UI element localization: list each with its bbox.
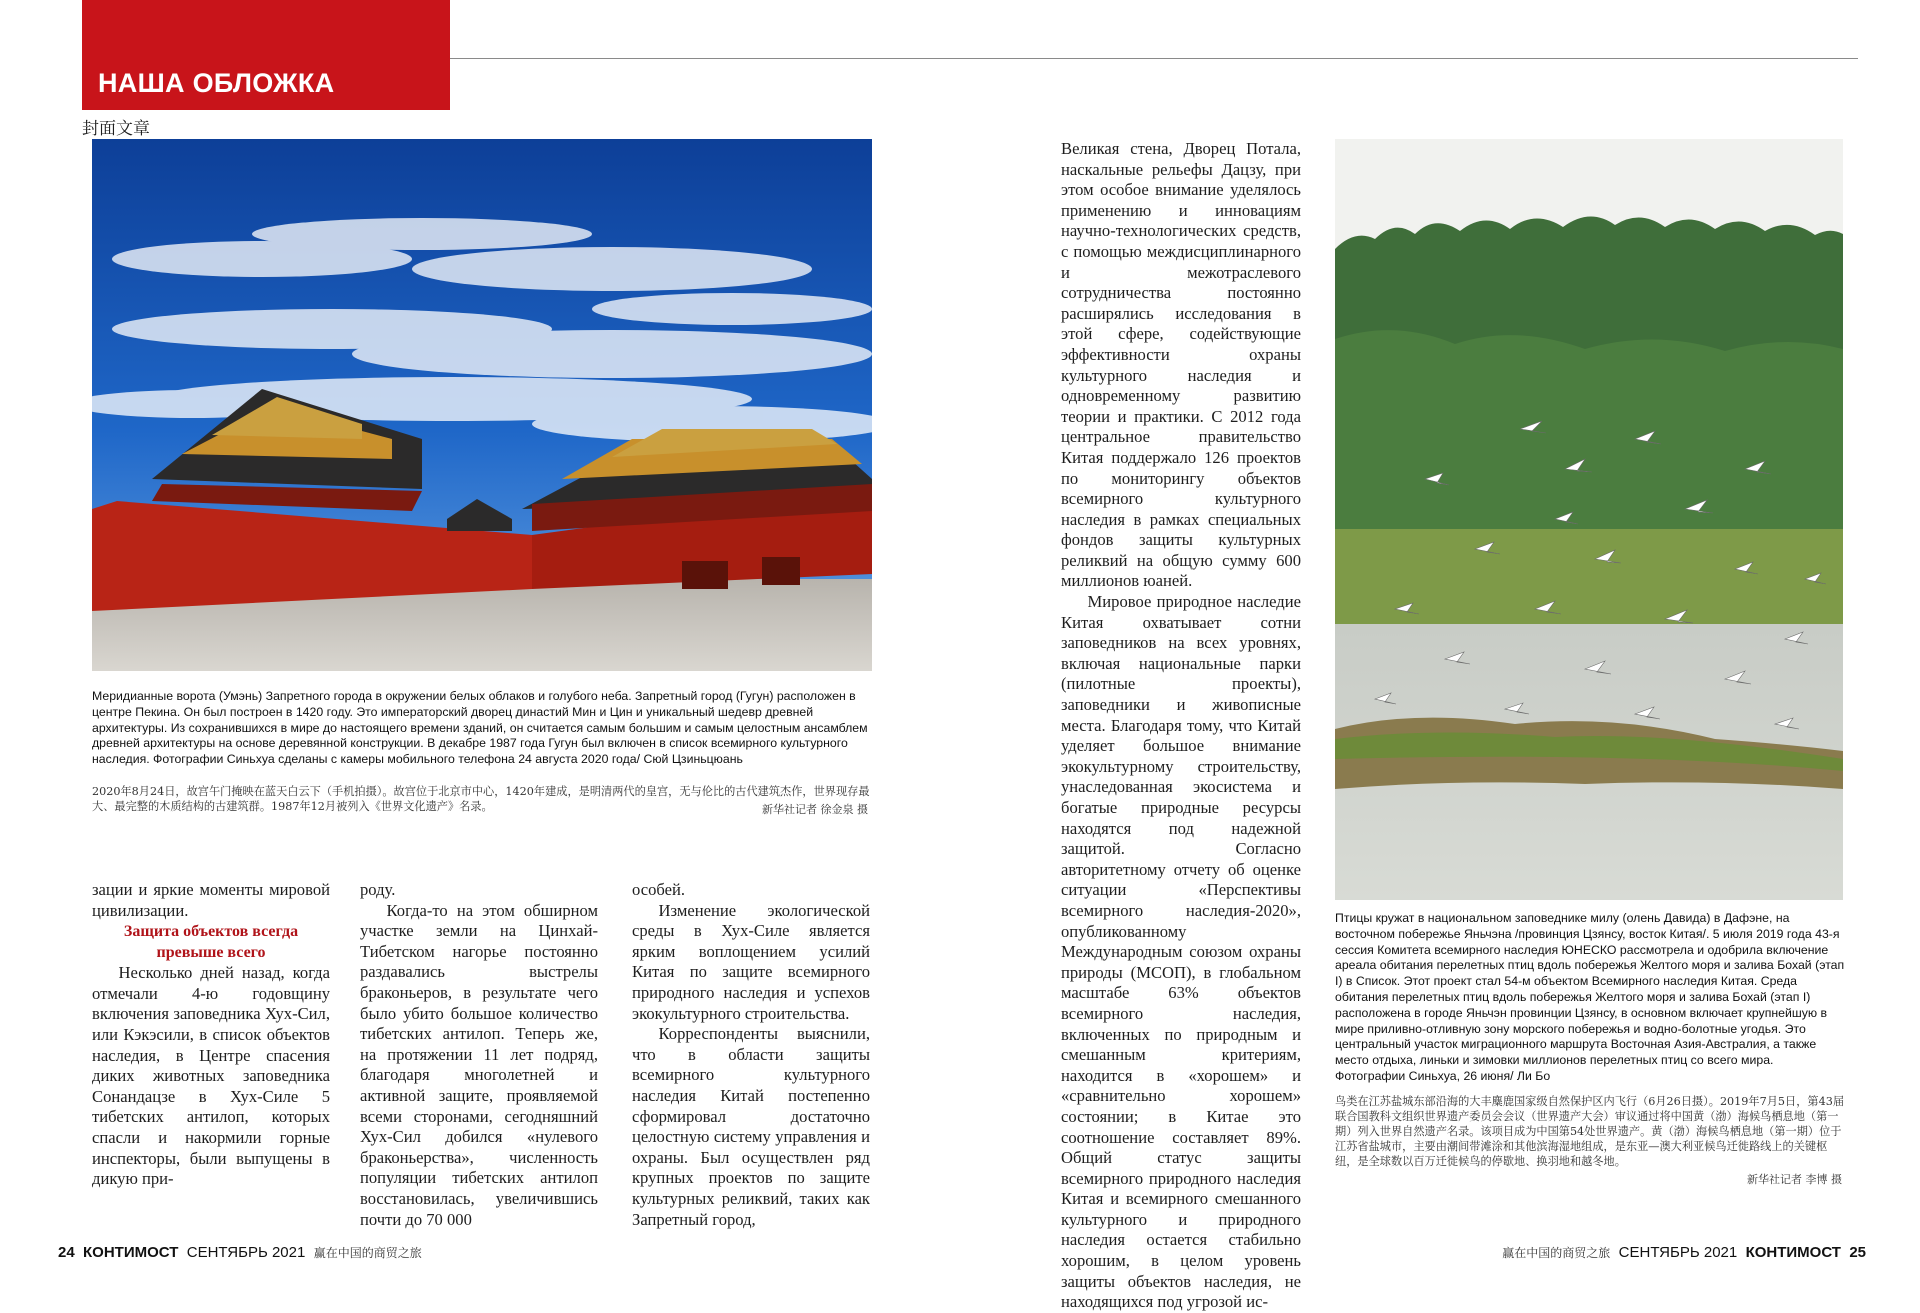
issue-date: СЕНТЯБРЬ 2021 [186,1244,306,1261]
issue-date: СЕНТЯБРЬ 2021 [1618,1244,1738,1261]
section-heading: Защита объектов всегда превыше всего [123,923,299,962]
article-column-4 [1061,139,1301,1313]
birds-image [1335,139,1843,900]
paragraph: зации и яркие моменты мировой цивилизации. [92,880,330,920]
photo-left-credit: 新华社记者 徐金泉 摄 [762,803,868,816]
magazine-name: КОНТИМОСТ [83,1244,179,1261]
article-column-3 [632,880,870,1230]
paragraph: Когда-то на этом обширном участке земли на Цинхай-Тибетском нагорье постоянно раздавались выстрелы браконьеров, в результате чего было убито большое количество тибетских антилоп. Теперь же, на протяжении 11 лет подряд, благодаря многолетней и активной защите, проявляемой всеми сторонами, сегодняшний Хух-Сил добился «нулевого браконьерства», численность популяции тибетских антилоп восстановилась, увеличившись почти до 70 000 [360,900,598,1229]
paragraph: Корреспонденты выяснили, что в области защиты всемирного культурного наследия Китай постепенно сформировал достаточно целостную систему управления и охраны. Был осуществлен ряд крупных проектов по защите культурных реликвий, таких как Запретный город, [632,1024,870,1229]
page-number: 24 [58,1244,75,1261]
paragraph: Изменение экологической среды в Хух-Силе является ярким воплощением усилий Китая по защите всемирного природного наследия и успехов экокультурного строительства. [632,900,870,1023]
paragraph: Великая стена, Дворец Потала, наскальные рельефы Дацзу, при этом особое внимание уделялось применению и инновациям научно-технологических средств, с помощью междисциплинарного и межотраслевого сотрудничества постоянно расширялись исследования в этой сфере, содействующие эффективности охраны культурного наследия и одновременному развитию теории и практики. С 2012 года центральное правительство Китая поддержало 126 проектов по мониторингу объектов всемирного культурного наследия в рамках специальных фондов защиты культурных реликвий на общую сумму 600 миллионов юаней. [1061,139,1301,591]
article-column-1 [92,880,330,1190]
magazine-slogan: 赢在中国的商贸之旅 [313,1246,422,1260]
photo-right-credit: 新华社记者 李博 摄 [1747,1173,1842,1186]
paragraph: роду. [360,880,396,899]
footer-left [58,1244,422,1261]
photo-left-caption-cn: 2020年8月24日，故宫午门掩映在蓝天白云下（手机拍摄）。故宫位于北京市中心，1420年建成，是明清两代的皇宫，无与伦比的古代建筑杰作，世界现存最大、最完整的木质结构的古建筑群。1987年12月被列入《世界文化遗产》名录。 [92,785,870,813]
photo-right-caption: Птицы кружат в национальном заповеднике милу (олень Давида) в Дафэне, на восточном побережье Яньчэна /провинция Цзянсу, восток Китая/. 5 июля 2019 года 43-я сессия Комитета всемирного наследия ЮНЕСКО рассмотрела и одобрила включение ареала обитания перелетных птиц вдоль побережья Желтого моря и залива Бохай (этап I) в Список. Этот проект стал 54-м объектом Всемирного наследия Китая. Среда обитания перелетных птиц вдоль побережья Желтого моря и залива Бохай (этап I) расположена в городе Яньчэн провинции Цзянсу, в основном включает крупнейшую в мире приливно-отливную зону морского побережья и водно-болотные угодья. Это центральный участок миграционного маршрута Восточная Азия-Австралия, а также место отдыха, линьки и зимовки миллионов перелетных птиц со всего мира. Фотографии Синьхуа, 26 июня/ Ли Бо [1335,911,1845,1083]
section-subtitle: 封面文章 [82,119,150,139]
photo-right-caption-cn: 鸟类在江苏盐城东部沿海的大丰麋鹿国家级自然保护区内飞行（6月26日摄）。2019年7月5日，第43届联合国教科文组织世界遗产委员会会议（世界遗产大会）审议通过将中国黄（渤）海候鸟栖息地（第一期）列入世界自然遗产名录。该项目成为中国第54处世界遗产。黄（渤）海候鸟栖息地（第一期）位于江苏省盐城市，主要由潮间带滩涂和其他滨海湿地组成，是东亚—澳大利亚候鸟迁徙路线上的关键枢纽，是全球数以百万迁徙候鸟的停歇地、换羽地和越冬地。 [1335,1095,1845,1168]
photo-left-caption: Меридианные ворота (Умэнь) Запретного города в окружении белых облаков и голубого неба. Запретный город (Гугун) расположен в центре Пекина. Он был построен в 1420 году. Это императорский дворец династий Мин и Цин и уникальный шедевр древней архитектуры. Из сохранившихся в мире до настоящего времени зданий, он считается самым большим и самым целостным ансамблем древней архитектуры на основе деревянной конструкции. В декабре 1987 года Гугун был включен в список всемирного культурного наследия. Фотографии Синьхуа сделаны с камеры мобильного телефона 24 августа 2020 года/ Сюй Цзиньцюань [92,689,868,767]
magazine-name: КОНТИМОСТ [1745,1244,1841,1261]
section-title: НАША ОБЛОЖКА [98,68,335,98]
header-rule [450,58,1858,59]
paragraph: особей. [632,880,685,899]
photo-birds [1335,139,1843,900]
magazine-slogan: 赢在中国的商贸之旅 [1502,1246,1611,1260]
page-number: 25 [1849,1244,1866,1261]
photo-meridian-gate [92,139,872,671]
paragraph: Мировое природное наследие Китая охватывает сотни заповедников на всех уровнях, включая национальные парки (пилотные проекты), заповедники и живописные места. Благодаря тому, что Китай уделяет большое внимание экокультурному строительству, унаследованная экосистема и богатые природные ресурсы находятся под надежной защитой. Согласно авторитетному отчету об оценке ситуации «Перспективы всемирного наследия-2020», опубликованному Международным союзом охраны природы (МСОП), в глобальном масштабе 63% объектов всемирного наследия, включенных по природным и смешанным критериям, находится в «хорошем» и «сравнительно хорошем» состоянии; в Китае это соотношение составляет 89%. Общий статус защиты всемирного природного наследия Китая и всемирного смешанного культурного и природного наследия остается стабильно хорошим, в целом уровень защиты объектов наследия, не находящихся под угрозой ис- [1061,592,1301,1312]
article-column-2 [360,880,598,1230]
paragraph: Несколько дней назад, когда отмечали 4-ю годовщину включения заповедника Хух-Сил, или Кэкэсили, в список объектов наследия, в Центре спасения диких животных заповедника Сонандацзе в Хух-Силе 5 тибетских антилоп, которых спасли и накормили горные инспекторы, были выпущены в дикую при- [92,963,330,1189]
meridian-gate-image [92,139,872,671]
section-banner [82,0,450,110]
footer-right [1502,1244,1866,1261]
